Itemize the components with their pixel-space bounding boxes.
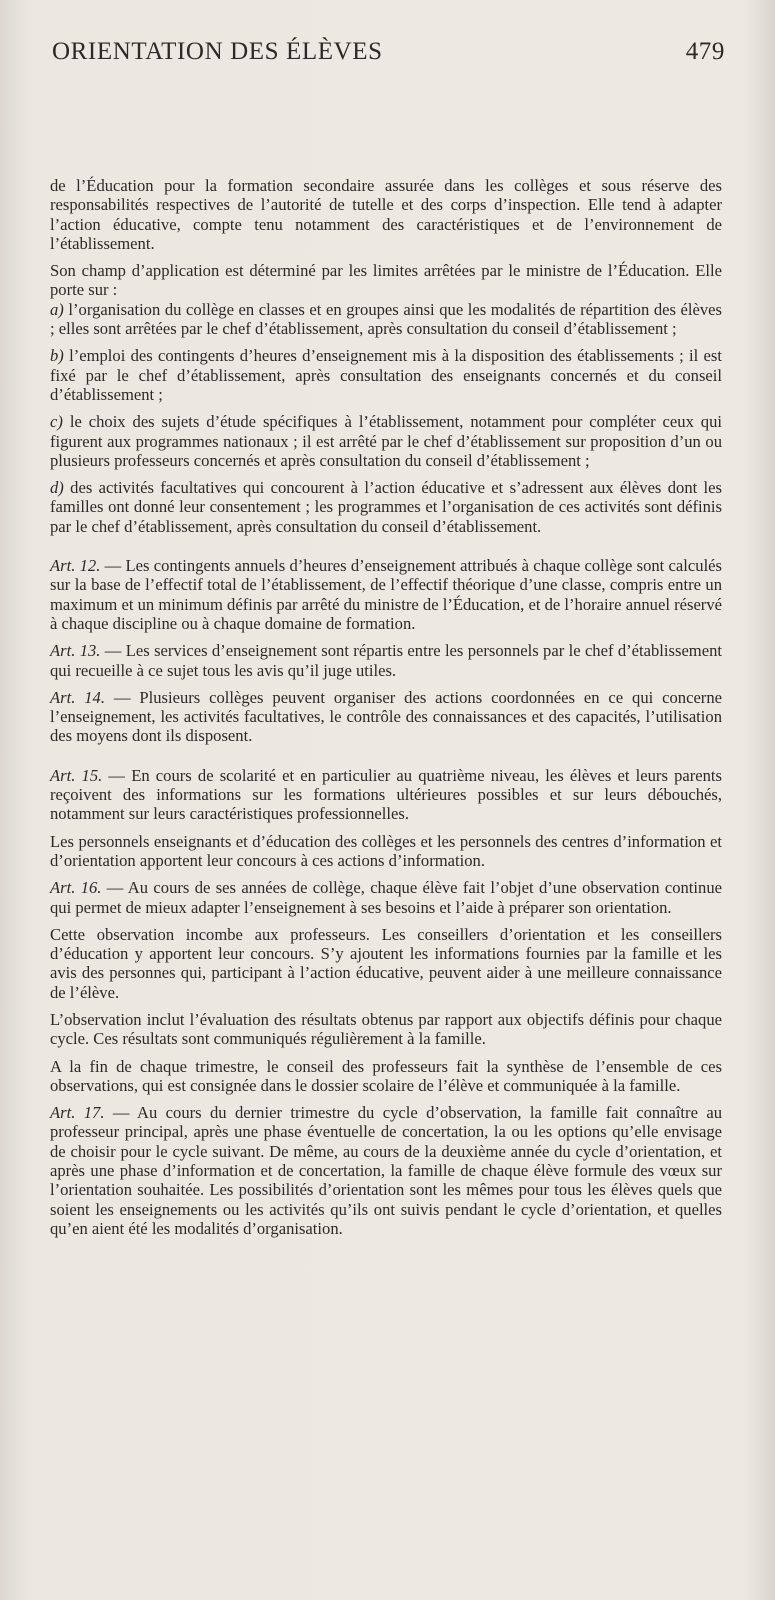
article-text: — En cours de scolarité et en particulier au quatrième niveau, les élèves et leurs parents reçoivent des informations sur les formations ultérieures possibles et sur leurs débouchés, notamment sur leurs caractéristiques professionnelles. xyxy=(50,765,722,824)
paragraph-text: Cette observation incombe aux professeurs. Les conseillers d’orientation et les conseillers d’éducation y apportent leur concours. S’y ajoutent les informations fournies par la famille et les avis des personnes qui, participant à l’action éducative, peuvent aider à une meilleure connaissance de l’élève. xyxy=(50,924,722,1002)
article-paragraph xyxy=(50,766,722,824)
article-label: Art. 15. xyxy=(50,765,103,785)
paragraph xyxy=(50,478,722,536)
paragraph xyxy=(50,412,722,470)
paragraph-text: L’observation inclut l’évaluation des résultats obtenus par rapport aux objectifs définis pour chaque cycle. Ces résultats sont communiqués régulièrement à la famille. xyxy=(50,1009,722,1049)
paragraph xyxy=(50,346,722,404)
article-text: — Plusieurs collèges peuvent organiser des actions coordonnées en ce qui concerne l’enseignement, les activités facultatives, le contrôle des connaissances et des capacités, l’utilisation des moyens dont ils disposent. xyxy=(50,687,723,746)
body-text xyxy=(50,176,722,1246)
paragraph-text: le choix des sujets d’étude spécifiques à l’établissement, notamment pour compléter ceux qui figurent aux programmes nationaux ; il est arrêté par le chef d’établissement sur proposition d’un ou plusieurs professeurs concernés et après consultation du conseil d’établissement ; xyxy=(50,412,722,470)
article-label: Art. 17. xyxy=(50,1103,105,1123)
paragraph-text: A la fin de chaque trimestre, le conseil des professeurs fait la synthèse de l’ensemble de ces observations, qui est consignée dans le dossier scolaire de l’élève et communiquée à la famille. xyxy=(50,1056,722,1095)
article-paragraph xyxy=(50,556,722,633)
article-label: Art. 16. xyxy=(50,878,102,898)
paragraph xyxy=(50,925,722,1002)
article-paragraph xyxy=(50,878,722,917)
article-label: Art. 14. xyxy=(50,687,105,707)
paragraph-text: de l’Éducation pour la formation secondaire assurée dans les collèges et sous réserve des responsabilités respectives de l’autorité de tutelle et des corps d’inspection. Elle tend à adapter l’action éducative, compte tenu notamment des caractéristiques et de l’environnement de l’établissement. xyxy=(50,176,722,253)
item-marker: b) xyxy=(50,346,64,366)
article-label: Art. 12. xyxy=(50,556,101,576)
paragraph-text: l’organisation du collège en classes et en groupes ainsi que les modalités de répartition des élèves ; elles sont arrêtées par le chef d’établissement, après consultation du conseil d’établissement ; xyxy=(50,299,722,339)
page-number: 479 xyxy=(685,38,725,65)
item-marker: a) xyxy=(50,299,64,319)
paragraph-text: l’emploi des contingents d’heures d’enseignement mis à la disposition des établissements ; il est fixé par le chef d’établissement, après consultation des enseignants concernés et du conseil d’établissement ; xyxy=(50,346,722,404)
article-text: — Au cours de ses années de collège, chaque élève fait l’objet d’une observation continue qui permet de mieux adapter l’enseignement à ses besoins et l’aide à préparer son orientation. xyxy=(50,878,722,917)
paragraph xyxy=(50,1057,722,1096)
article-label: Art. 13. xyxy=(50,641,101,661)
article-text: — Les services d’enseignement sont répartis entre les personnels par le chef d’établissement qui recueille à ce sujet tous les avis qu’il juge utiles. xyxy=(50,641,722,680)
article-paragraph xyxy=(50,641,722,680)
article-paragraph xyxy=(50,688,722,746)
chapter-title: ORIENTATION DES ÉLÈVES xyxy=(52,38,383,65)
paragraph-text: Son champ d’application est déterminé par les limites arrêtées par le ministre de l’Éducation. Elle porte sur : xyxy=(50,261,722,300)
item-marker: d) xyxy=(50,478,64,498)
paragraph-text: Les personnels enseignants et d’éducation des collèges et les personnels des centres d’information et d’orientation apportent leur concours à ces actions d’information. xyxy=(50,831,722,870)
article-text: — Au cours du dernier trimestre du cycle d’observation, la famille fait connaître au professeur principal, après une phase éventuelle de concertation, la ou les options qu’elle envisage de choisir pour le cycle suivant. De même, au cours de la deuxième année du cycle d’orientation, et après une phase d’information et de concertation, la famille de chaque élève formule des vœux sur l’orientation souhaitée. Les possibilités d’orientation sont les mêmes pour tous les élèves quels que soient les enseignements ou les activités qu’ils ont suivis pendant le cycle d’orientation, et quelles qu’en aient été les modalités d’organisation. xyxy=(50,1103,722,1238)
paragraph xyxy=(50,176,722,253)
paragraph xyxy=(50,1010,722,1049)
article-paragraph xyxy=(50,1103,722,1238)
running-head xyxy=(52,38,725,66)
paragraph xyxy=(50,832,722,871)
article-text: — Les contingents annuels d’heures d’enseignement attribués à chaque collège sont calculés sur la base de l’effectif total de l’établissement, de l’effectif théorique d’une classe, compris entre un maximum et un minimum définis par arrêté du ministre de l’Éducation, et de l’horaire annuel réservé à chaque discipline ou à chaque domaine de formation. xyxy=(50,556,722,633)
paragraph-text: des activités facultatives qui concourent à l’action éducative et s’adressent aux élèves dont les familles ont donné leur consentement ; les programmes et l’organisation de ces activités sont définis par le chef d’établissement, après consultation du conseil d’établissement. xyxy=(50,478,722,536)
paragraph xyxy=(50,261,722,338)
item-marker: c) xyxy=(50,412,63,432)
